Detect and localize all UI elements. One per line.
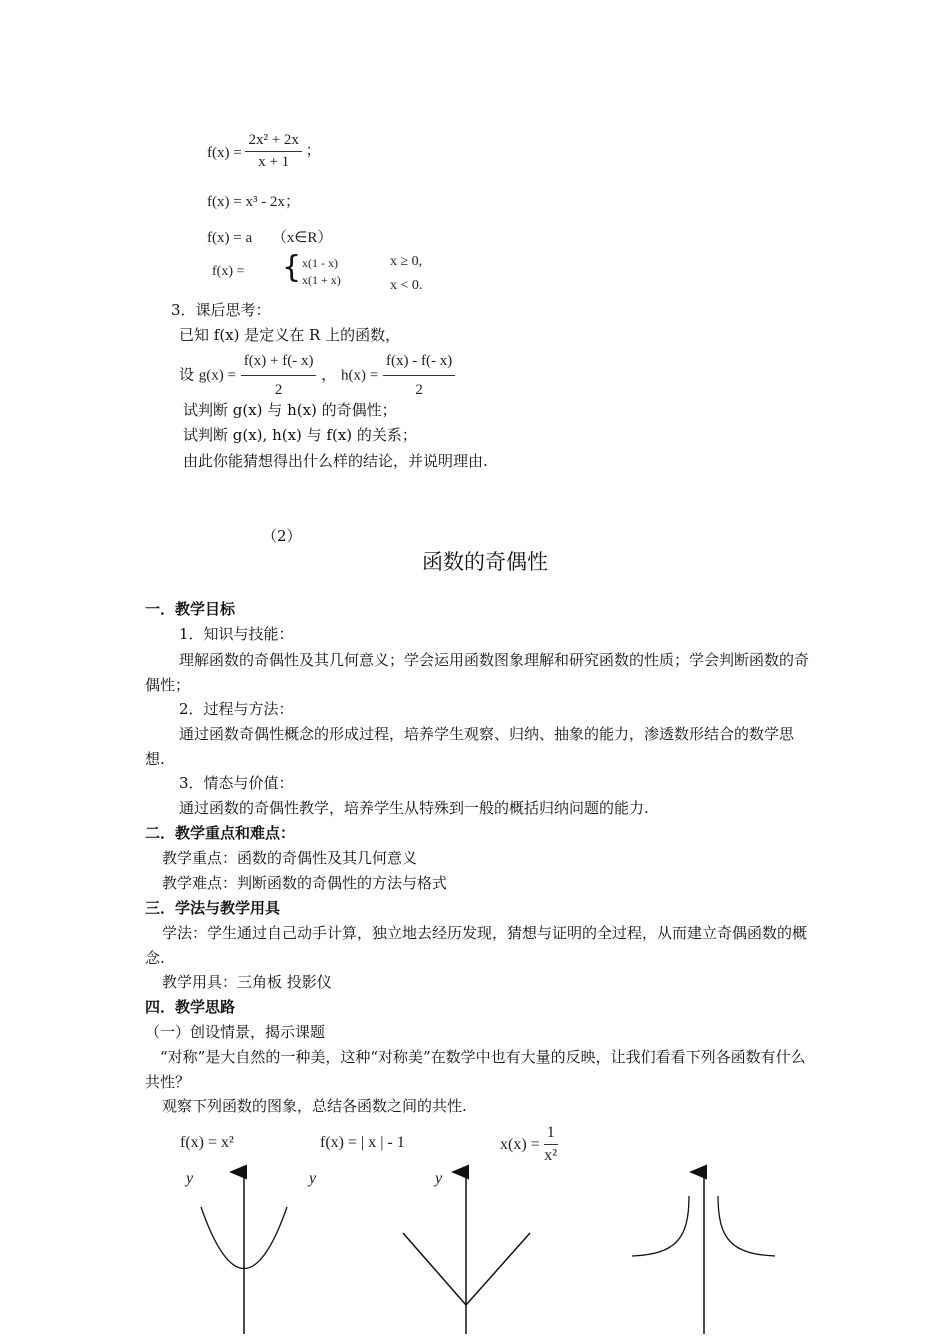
graph2-y-label: y: [309, 1170, 317, 1187]
s4-p2: 观察下列函数的图象，总结各函数之间的共性.: [162, 1097, 467, 1115]
graph2: [403, 1172, 530, 1334]
graph3-label-lhs: x(x) =: [500, 1136, 540, 1154]
formula-f1-lhs: f(x) =: [207, 144, 242, 161]
after-class-line1: 已知 f(x) 是定义在 R 上的函数，: [179, 326, 401, 344]
s3-tools: 教学用具：三角板 投影仪: [162, 973, 332, 991]
s1-heading: 一．教学目标: [145, 600, 236, 618]
s1-item3-title: 3．情态与价值：: [179, 774, 294, 792]
h-definition-fraction: [383, 349, 455, 402]
after-class-line3: 试判断 g(x) 与 h(x) 的奇偶性；: [183, 401, 397, 419]
graph3-y-label: y: [435, 1170, 443, 1187]
formula-f4-case1-cond: x ≥ 0,: [390, 254, 423, 269]
formula-f2-tail: ；: [284, 194, 300, 210]
s1-item1-title: 1．知识与技能：: [179, 625, 294, 643]
formula-f1-denominator: x + 1: [258, 154, 290, 170]
formula-f1-numerator: 2x² + 2x: [245, 132, 301, 152]
after-class-line2-prefix: 设: [179, 365, 195, 384]
h-definition-lhs: h(x) =: [341, 367, 379, 384]
s4-sub1: （一）创设情景，揭示课题: [145, 1023, 326, 1041]
graph3-numerator: 1: [544, 1124, 558, 1145]
formula-f1: [207, 132, 321, 171]
formula-f4-brace: {: [282, 250, 302, 285]
page-title: 函数的奇偶性: [422, 550, 548, 574]
graph3-label: [500, 1124, 558, 1165]
formula-f3-condition: （x∈R）: [271, 230, 333, 246]
graph3-label-fraction: [544, 1124, 558, 1165]
formula-f4-case1-expr: x(1 - x): [302, 256, 338, 270]
g-definition-lhs: g(x) =: [198, 367, 236, 384]
graph1-label: f(x) = x²: [180, 1134, 234, 1151]
g-definition-fraction: [241, 349, 317, 402]
formula-f2-body: f(x) = x³ - 2x: [207, 194, 285, 210]
formula-f2: [207, 190, 300, 211]
graph1-y-label: y: [186, 1170, 194, 1187]
s3-method: 学法：学生通过自己动手计算，独立地去经历发现，猜想与证明的全过程，从而建立奇偶函数的概念.: [145, 924, 808, 967]
s1-item3-body: 通过函数的奇偶性教学，培养学生从特殊到一般的概括归纳问题的能力.: [179, 799, 649, 817]
formula-f1-tail: ；: [305, 142, 321, 159]
graph3-curve-left: [632, 1196, 689, 1256]
formula-f1-fraction: [245, 132, 301, 171]
h-denominator: 2: [415, 382, 423, 398]
formula-f3: [207, 226, 332, 247]
after-class-line5: 由此你能猜想得出什么样的结论，并说明理由.: [183, 452, 488, 470]
formula-f4-lhs: f(x) =: [212, 264, 245, 279]
after-class-line4: 试判断 g(x), h(x) 与 f(x) 的关系；: [183, 426, 417, 444]
graph2-label: f(x) = | x | - 1: [320, 1134, 405, 1151]
after-class-heading: 3．课后思考：: [171, 301, 271, 319]
definition-separator: ，: [321, 365, 337, 384]
s2-key: 教学重点：函数的奇偶性及其几何意义: [162, 849, 418, 867]
s4-p1: “对称”是大自然的一种美，这种“对称美”在数学中也有大量的反映，让我们看看下列各函数有什么共性？: [145, 1048, 806, 1091]
graph3: [632, 1172, 775, 1334]
graph3-denominator: x²: [544, 1147, 558, 1164]
s4-heading: 四．教学思路: [145, 998, 236, 1016]
s1-item2-body: 通过函数奇偶性概念的形成过程，培养学生观察、归纳、抽象的能力，渗透数形结合的数学思想.: [145, 725, 795, 768]
graph3-curve-right: [718, 1196, 775, 1256]
formula-f4-case2-expr: x(1 + x): [302, 273, 341, 287]
s3-heading: 三．学法与教学用具: [145, 899, 281, 917]
formula-f4-case2-cond: x < 0.: [390, 278, 423, 293]
graph1-curve: [201, 1207, 287, 1269]
s2-difficulty: 教学难点：判断函数的奇偶性的方法与格式: [162, 874, 448, 892]
h-numerator: f(x) - f(- x): [383, 349, 455, 376]
g-numerator: f(x) + f(- x): [241, 349, 317, 376]
after-class-line2: [179, 349, 455, 402]
s1-item1-body: 理解函数的奇偶性及其几何意义；学会运用函数图象理解和研究函数的性质；学会判断函数的奇偶性；: [145, 651, 810, 694]
g-denominator: 2: [274, 382, 283, 398]
s2-heading: 二．教学重点和难点：: [145, 824, 296, 842]
s1-item2-title: 2．过程与方法：: [179, 700, 294, 718]
section-number: （2）: [262, 527, 302, 545]
graph2-curve: [403, 1233, 530, 1305]
formula-f3-body: f(x) = a: [207, 230, 253, 246]
graph1: [201, 1172, 287, 1334]
